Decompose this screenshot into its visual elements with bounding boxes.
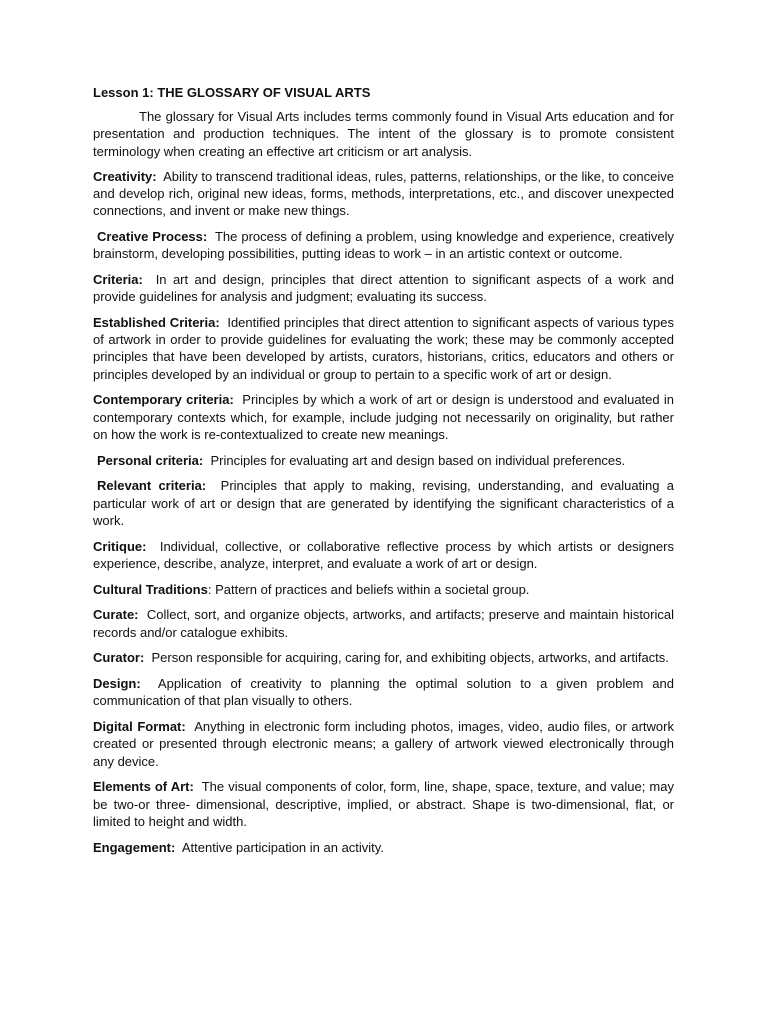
glossary-definition: Principles that apply to making, revising, understanding, and evaluating a particular work of art or design that are generated by identifying the significant characteristics of a work. [93, 478, 674, 528]
glossary-definition: Principles by which a work of art or design is understood and evaluated in contemporary contexts which, for example, include judging not necessarily on originality, but rather on how the work is re-contextualized to create new meanings. [93, 392, 674, 442]
glossary-definition: Identified principles that direct attention to significant aspects of various types of artwork in order to provide guidelines for evaluating the work; these may be commonly accepted principles that have been developed by artists, curators, historians, critics, educators and others or principles developed by an individual or group to pertain to a specific work of art or design. [93, 315, 674, 382]
glossary-entry-cultural-traditions [93, 581, 674, 598]
glossary-entry-curator [93, 649, 674, 666]
glossary-definition: In art and design, principles that direct attention to significant aspects of a work and provide guidelines for analysis and judgment; evaluating its success. [93, 272, 674, 305]
glossary-entry-creative-process [93, 228, 674, 262]
glossary-entry-curate [93, 606, 674, 640]
document-page [93, 84, 674, 864]
glossary-term: Creative Process: [97, 229, 208, 245]
glossary-definition: Attentive participation in an activity. [181, 839, 384, 855]
glossary-term: Critique: [93, 538, 147, 554]
glossary-definition: Anything in electronic form including photos, images, video, audio files, or artwork created or presented through electronic means; a gallery of artwork viewed electronically through any device. [93, 719, 674, 769]
glossary-entry-critique [93, 538, 674, 572]
glossary-definition: The process of defining a problem, using knowledge and experience, creatively brainstorm, developing possibilities, putting ideas to work – in an artistic context or outcome. [93, 229, 674, 262]
glossary-term: Design: [93, 676, 141, 692]
glossary-term: Curate: [93, 607, 139, 623]
glossary-term: Engagement: [93, 839, 176, 855]
title-text: THE GLOSSARY OF VISUAL ARTS [157, 85, 371, 100]
glossary-term: Creativity: [93, 168, 157, 184]
title-lesson: Lesson 1: [93, 85, 154, 100]
glossary-entry-creativity [93, 168, 674, 220]
glossary-term: Established Criteria: [93, 315, 220, 331]
glossary-entry-personal-criteria [93, 452, 674, 469]
glossary-definition: Individual, collective, or collaborative reflective process by which artists or designers experience, describe, analyze, interpret, and evaluate a work of art or design. [93, 538, 674, 571]
glossary-definition: Application of creativity to planning the optimal solution to a given problem and communication of that plan visually to others. [93, 676, 674, 709]
glossary-entry-elements-of-art [93, 778, 674, 830]
glossary-term: Digital Format: [93, 719, 186, 735]
intro-paragraph: The glossary for Visual Arts includes terms commonly found in Visual Arts education and for presentation and production techniques. The intent of the glossary is to promote consistent terminology when creating an effective art criticism or art analysis. [93, 109, 674, 159]
glossary-definition: The visual components of color, form, line, shape, space, texture, and value; may be two-or three- dimensional, descriptive, implied, or abstract. Shape is two-dimensional, flat, or limited to height and width. [93, 779, 674, 829]
glossary-entry-criteria [93, 271, 674, 305]
glossary-term: Personal criteria: [97, 452, 204, 468]
glossary-entry-digital-format [93, 718, 674, 770]
glossary-term: Relevant criteria: [97, 478, 207, 494]
glossary-definition: Ability to transcend traditional ideas, rules, patterns, relationships, or the like, to conceive and develop rich, original new ideas, forms, methods, interpretations, etc., and discover unexpected connections, and invent or make new things. [93, 168, 674, 219]
glossary-definition: Person responsible for acquiring, caring for, and exhibiting objects, artworks, and artifacts. [151, 650, 669, 666]
glossary-entry-contemporary-criteria [93, 391, 674, 443]
glossary-definition: Principles for evaluating art and design based on individual preferences. [210, 452, 626, 468]
glossary-entry-engagement [93, 839, 674, 856]
glossary-entry-established-criteria [93, 314, 674, 383]
glossary-term: Cultural Traditions [93, 581, 208, 597]
glossary-term: Elements of Art: [93, 779, 194, 795]
glossary-entry-relevant-criteria [93, 477, 674, 529]
glossary-definition: : Pattern of practices and beliefs within a societal group. [207, 581, 530, 597]
glossary-term: Curator: [93, 650, 145, 666]
glossary-entry-design [93, 675, 674, 709]
glossary-term: Contemporary criteria: [93, 392, 234, 408]
glossary-definition: Collect, sort, and organize objects, artworks, and artifacts; preserve and maintain historical records and/or catalogue exhibits. [93, 607, 675, 640]
glossary-term: Criteria: [93, 272, 143, 288]
document-title [93, 84, 674, 101]
